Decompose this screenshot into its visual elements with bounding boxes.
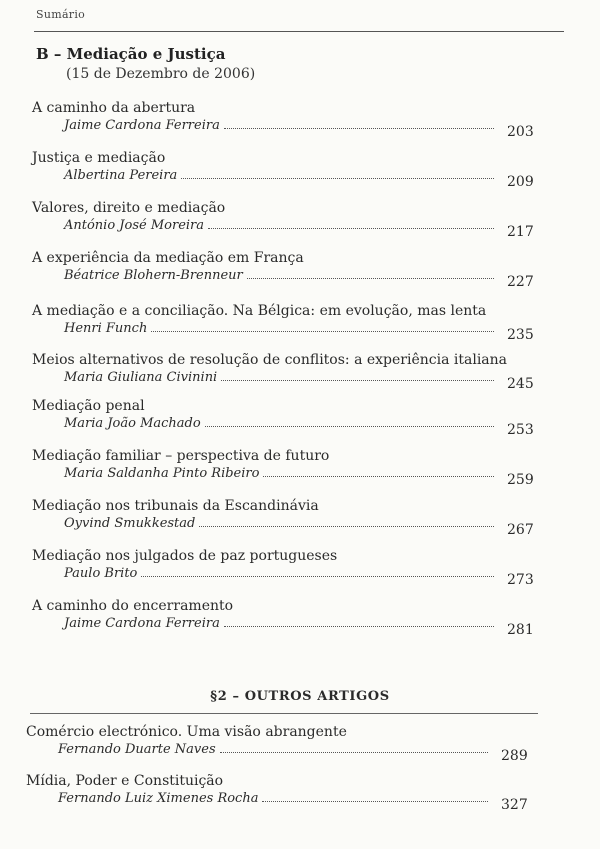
- leader-dots: [247, 277, 494, 279]
- part-heading: §2 – OUTROS ARTIGOS: [210, 689, 390, 704]
- leader-dots: [221, 379, 494, 381]
- entry-author: Maria Saldanha Pinto Ribeiro: [64, 466, 260, 481]
- leader-dots: [262, 800, 488, 802]
- entry-title: Comércio electrónico. Uma visão abrangente: [26, 724, 347, 740]
- entry-title: A caminho da abertura: [32, 100, 196, 116]
- entry-author: Maria João Machado: [64, 416, 201, 431]
- entry-title: Mídia, Poder e Constituição: [26, 773, 224, 789]
- toc-entry: [32, 150, 532, 194]
- entry-title: Justiça e mediação: [32, 150, 166, 166]
- toc-entry: [32, 498, 532, 542]
- toc-entry: [32, 448, 532, 492]
- entry-title: Mediação penal: [32, 398, 145, 414]
- part-rule: [30, 713, 538, 714]
- toc-entry: [32, 548, 532, 592]
- entry-title: Valores, direito e mediação: [32, 200, 226, 216]
- leader-dots: [205, 425, 494, 427]
- entry-author: Maria Giuliana Civinini: [64, 370, 218, 385]
- section-subheading: (15 de Dezembro de 2006): [66, 66, 256, 82]
- leader-dots: [220, 751, 488, 753]
- entry-author: Henri Funch: [64, 321, 148, 336]
- entry-title: A mediação e a conciliação. Na Bélgica: em evolução, mas lenta: [32, 303, 487, 319]
- entry-title: Meios alternativos de resolução de conflitos: a experiência italiana: [32, 352, 508, 368]
- entry-page-number: 253: [507, 422, 534, 438]
- entry-page-number: 209: [507, 174, 534, 190]
- entry-title: A caminho do encerramento: [32, 598, 234, 614]
- leader-dots: [263, 475, 494, 477]
- entry-author: António José Moreira: [64, 218, 205, 233]
- entry-author: Jaime Cardona Ferreira: [64, 118, 220, 133]
- toc-entry: [32, 598, 532, 642]
- entry-page-number: 273: [507, 572, 534, 588]
- entry-page-number: 327: [501, 797, 528, 813]
- entry-title: Mediação familiar – perspectiva de futuro: [32, 448, 330, 464]
- leader-dots: [151, 330, 494, 332]
- entry-page-number: 217: [507, 224, 534, 240]
- entry-author: Fernando Luiz Ximenes Rocha: [58, 791, 259, 806]
- leader-dots: [208, 227, 494, 229]
- entry-title: Mediação nos julgados de paz portugueses: [32, 548, 338, 564]
- toc-entry: [32, 200, 532, 244]
- toc-entry: [26, 724, 526, 768]
- toc-entry: [26, 773, 526, 817]
- header-rule: [34, 31, 564, 32]
- entry-page-number: 267: [507, 522, 534, 538]
- leader-dots: [181, 177, 494, 179]
- toc-entry: [32, 100, 532, 144]
- section-heading: B – Mediação e Justiça: [36, 45, 226, 63]
- entry-author: Oyvind Smukkestad: [64, 516, 196, 531]
- entry-page-number: 281: [507, 622, 534, 638]
- leader-dots: [224, 127, 494, 129]
- entry-author: Albertina Pereira: [64, 168, 178, 183]
- leader-dots: [141, 575, 494, 577]
- toc-entry: [32, 303, 532, 347]
- entry-page-number: 227: [507, 274, 534, 290]
- leader-dots: [199, 525, 494, 527]
- entry-author: Béatrice Blohern-Brenneur: [64, 268, 243, 283]
- entry-page-number: 289: [501, 748, 528, 764]
- entry-page-number: 245: [507, 376, 534, 392]
- entry-page-number: 259: [507, 472, 534, 488]
- toc-entry: [32, 250, 532, 294]
- leader-dots: [224, 625, 494, 627]
- entry-author: Fernando Duarte Naves: [58, 742, 216, 757]
- toc-entry: [32, 398, 532, 442]
- running-head: Sumário: [36, 8, 86, 21]
- entry-author: Paulo Brito: [64, 566, 138, 581]
- entry-page-number: 203: [507, 124, 534, 140]
- entry-page-number: 235: [507, 327, 534, 343]
- toc-entry: [32, 352, 532, 396]
- entry-author: Jaime Cardona Ferreira: [64, 616, 220, 631]
- entry-title: Mediação nos tribunais da Escandinávia: [32, 498, 319, 514]
- entry-title: A experiência da mediação em França: [32, 250, 304, 266]
